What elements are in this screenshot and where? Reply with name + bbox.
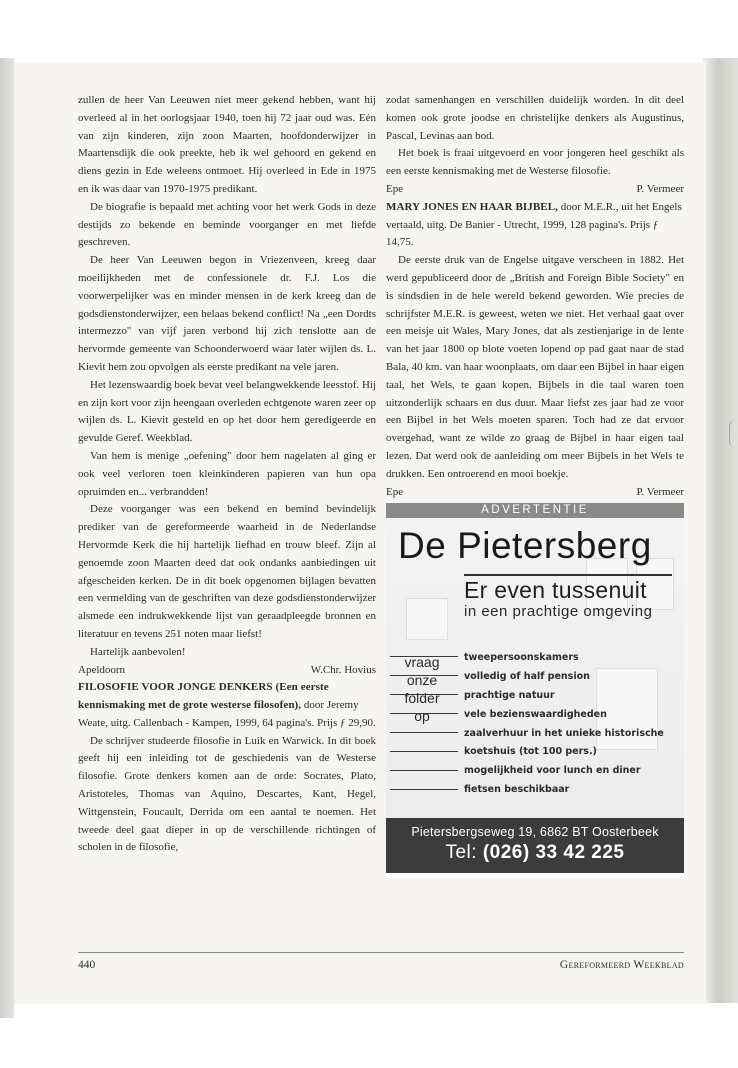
paragraph: Het lezenswaardig boek bevat veel belangwekkende leesstof. Hij en zijn kort voor zijn heengaan overleden echtgenote waren zeer op wijlen ds. L. Kievit gesteld en op het door hem geredigeerde en gevulde Geref. Weekblad. — [78, 378, 376, 445]
page-number: 440 — [78, 959, 96, 971]
paragraph: De eerste druk van de Engelse uitgave verscheen in 1882. Het werd gepubliceerd door de „British and Foreign Bible Society" en is sindsdien in de hele wereld bekend geworden. Wie precies de schrijfster M.E.R. is geweest, weten we niet. Het verhaal gaat over een meisje uit Wales, Mary Jones, dat als zestienjarige in de lente van het jaar 1800 op blote voeten lopend op pad gaat naar de stad Bala, 40 km. van haar woonplaats, om daar een Bijbel in haar eigen taal, het Wels, te gaan kopen. Bijbels in die taal waren toen uitzonderlijk schaars en dus duur. Maar liefst zes jaar had ze voor een Bijbel in het Wels moeten sparen. Toch had ze dat ervoor overgehad, want ze wilde zo graag de Bijbel in haar eigen taal lezen. Dat werd ook de aanleiding om meer Bijbels in het Wels te drukken. Een ontroerend en mooi boekje. — [386, 254, 684, 480]
review-signature — [386, 484, 684, 502]
feature-item: vele bezienswaardigheden — [464, 708, 607, 720]
advert-callout — [396, 653, 448, 725]
review-signature — [78, 662, 376, 680]
advert-contact — [386, 818, 684, 873]
callout-word: op — [414, 708, 430, 725]
advert-phone — [386, 841, 684, 865]
page-edge-tab — [729, 420, 736, 448]
feature-item: koetshuis (tot 100 pers.) — [464, 746, 597, 758]
scan-edge-right — [702, 58, 738, 1003]
paragraph: Het boek is fraai uitgevoerd en voor jongeren heel geschikt als een eerste kennismaking met de Westerse filosofie. — [386, 147, 684, 178]
advert-tagline: Er even tussenuit — [464, 577, 647, 604]
feature-item: zaalverhuur in het unieke historische — [464, 727, 664, 739]
feature-item: fietsen beschikbaar — [464, 783, 570, 795]
paragraph: Deze voorganger was een bekend en bemind bevindelijk prediker van de gereformeerde waarheid in de Nederlandse Hervormde Kerk die hij hartelijk liefhad en trouw bleef. Zijn al genoemde zoon Maarten deed dat ook ondanks aanbiedingen uit afgescheiden kerken. De in dit boek opgenomen bijlagen bevatten een vermelding van de geschriften van deze godsdienstonderwijzer alsmede een indrukwekkende lijst van geraadpleegde bronnen en literatuur en tevens 251 noten maar liefst! — [78, 503, 376, 640]
callout-word: onze — [406, 672, 438, 689]
callout-word: folder — [404, 690, 440, 707]
review-signature — [386, 181, 684, 199]
left-column — [78, 92, 376, 857]
signature-place: Epe — [386, 485, 404, 498]
advert-body — [386, 518, 684, 878]
signature-name: P. Vermeer — [636, 485, 684, 498]
phone-label: Tel: — [445, 842, 483, 864]
feature-item: prachtige natuur — [464, 689, 555, 701]
right-column — [386, 92, 684, 878]
paragraph: De biografie is bepaald met achting voor het werk Gods in deze destijds zo bekende en beminde voorganger en met liefde geschreven. — [78, 200, 376, 249]
feature-list — [464, 649, 664, 799]
advert-title: De Pietersberg — [398, 525, 652, 567]
review-meta: door M.E.R., uit het Engels vertaald, uitg. De Banier - Utrecht, 1999, 128 pagina's. Prijs ƒ 14,75. — [386, 200, 682, 249]
footer-rule — [78, 952, 684, 953]
advertisement — [386, 503, 684, 878]
signature-place: Epe — [386, 182, 404, 195]
scan-edge-left — [0, 58, 14, 1018]
feature-item: mogelijkheid voor lunch en diner — [464, 765, 641, 777]
signature-name: P. Vermeer — [636, 182, 684, 195]
paragraph: zodat samenhangen en verschillen duidelijk worden. In dit deel komen ook grote joodse en christelijke denkers als Augustinus, Pascal, Levinas aan bod. — [386, 94, 684, 142]
review-heading — [78, 679, 376, 732]
magazine-page — [14, 62, 706, 1004]
paragraph: zullen de heer Van Leeuwen niet meer gekend hebben, want hij overleed al in het oorlogsjaar 1940, toen hij 72 jaar oud was. Eén van zijn kinderen, zijn zoon Maarten, hoofdonderwijzer in Maartensdijk die ook preekte, heb ik wel gehoord en gekend en diens gezin in Ede weleens ontmoet. Hij overleed in Ede in 1975 en ik was daar van 1970-1975 predikant. — [78, 94, 376, 195]
signature-place: Apeldoorn — [78, 663, 126, 676]
advert-subtagline: in een prachtige omgeving — [464, 603, 653, 621]
review-heading — [386, 199, 684, 252]
callout-word: vraag — [404, 654, 440, 671]
advert-address: Pietersbergseweg 19, 6862 BT Oosterbeek — [411, 825, 659, 840]
advert-banner: ADVERTENTIE — [386, 503, 684, 518]
review-title: FILOSOFIE VOOR JONGE DENKERS (Een eerste kennismaking met de grote westerse filosofen), — [78, 681, 329, 712]
feature-item: tweepersoonskamers — [464, 652, 579, 664]
phone-number: (026) 33 42 225 — [482, 842, 625, 864]
paragraph: De schrijver studeerde filosofie in Luik en Warwick. In dit boek geeft hij een inleiding tot de geschiedenis van de Westerse filosofie. Grote denkers komen aan de orde: Socrates, Plato, Aristoteles, Thomas van Aquino, Descartes, Kant, Hegel, Wittgenstein, Foucault, Derrida om een aantal te noemen. Het tweede deel gaat dieper in op de verschillende richtingen of scholen in de filosofie, — [78, 734, 376, 854]
paragraph: Van hem is menige „oefening" door hem nagelaten al ging er ook veel verloren toen kleinkinderen papieren van hun opa opruimden en... verbrandden! — [78, 449, 376, 498]
signature-name: W.Chr. Hovius — [310, 663, 376, 676]
feature-item: volledig of half pension — [464, 671, 590, 683]
review-meta: door Jeremy Weate, uitg. Callenbach - Kampen, 1999, 64 pagina's. Prijs ƒ 29,90. — [78, 699, 376, 729]
paragraph: Hartelijk aanbevolen! — [90, 645, 186, 658]
paragraph: De heer Van Leeuwen begon in Vriezenveen, kreeg daar moeilijkheden met de confessionele dr. F.J. Los die voorwerpelijker was en minder mensen in de kerk kreeg dan de godsdienstonderwijzer, een helaas bekend conflict! Na „een Dordts intermezzo" van vijf jaren verbond hij zich tenslotte aan de hervormde gemeente van Schoonderwoerd waar later wijlen ds. L. Kievit hem zou opvolgen als eerste predikant na vele jaren. — [78, 254, 376, 373]
publication-name: Gereformeerd Weekblad — [559, 959, 684, 971]
review-title: MARY JONES EN HAAR BIJBEL, — [386, 200, 559, 213]
